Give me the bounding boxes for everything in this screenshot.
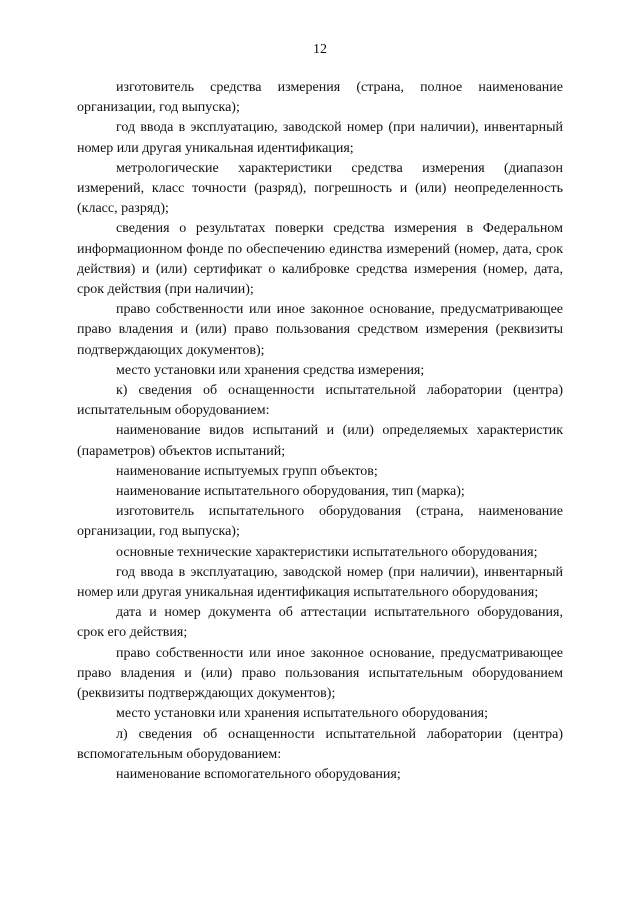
- paragraph-test-equipment-identification: год ввода в эксплуатацию, заводской номер (при наличии), инвентарный номер или другая уникальная идентификация испытательного оборудования;: [77, 564, 563, 601]
- paragraph-item-k-test-equipment: к) сведения об оснащенности испытательной лаборатории (центра) испытательным оборудованием:: [77, 383, 563, 419]
- paragraph-test-equipment-location: место установки или хранения испытательного оборудования;: [116, 706, 488, 722]
- paragraph-test-equipment-name: наименование испытательного оборудования, тип (марка);: [116, 484, 465, 500]
- document-body: [77, 78, 563, 785]
- paragraph-auxiliary-equipment-name: наименование вспомогательного оборудования;: [116, 766, 401, 782]
- paragraph-verification-results: сведения о результатах поверки средства измерения в Федеральном информационном фонде по обеспечению единства измерений (номер, дата, срок действия) и (или) сертификат о калибровке средства измерения (номер, дата, срок действия (при наличии);: [77, 221, 563, 298]
- paragraph-metrological-characteristics: метрологические характеристики средства измерения (диапазон измерений, класс точности (разряд), погрешность и (или) неопределенность (класс, разряд);: [77, 160, 563, 217]
- paragraph-installation-location: место установки или хранения средства измерения;: [116, 362, 425, 378]
- paragraph-test-equipment-ownership: право собственности или иное законное основание, предусматривающее право владения и (или) право пользования испытательным оборудованием (реквизиты подтверждающих документов);: [77, 645, 563, 702]
- page-number: 12: [313, 42, 327, 57]
- paragraph-test-equipment-manufacturer: изготовитель испытательного оборудования (страна, наименование организации, год выпуска);: [77, 504, 563, 540]
- paragraph-manufacturer: изготовитель средства измерения (страна, полное наименование организации, год выпуска);: [77, 80, 563, 116]
- paragraph-ownership-right: право собственности или иное законное основание, предусматривающее право владения и (или) право пользования средством измерения (реквизиты подтверждающих документов);: [77, 302, 563, 358]
- paragraph-test-object-groups: наименование испытуемых групп объектов;: [116, 463, 378, 479]
- paragraph-item-l-auxiliary-equipment: л) сведения об оснащенности испытательной лаборатории (центра) вспомогательным оборудованием:: [77, 726, 563, 762]
- paragraph-attestation-document: дата и номер документа об аттестации испытательного оборудования, срок его действия;: [77, 605, 563, 641]
- paragraph-test-types: наименование видов испытаний и (или) определяемых характеристик (параметров) объектов испытаний;: [77, 423, 563, 459]
- paragraph-technical-characteristics: основные технические характеристики испытательного оборудования;: [116, 544, 538, 560]
- paragraph-commissioning-year: год ввода в эксплуатацию, заводской номер (при наличии), инвентарный номер или другая уникальная идентификация;: [77, 120, 563, 156]
